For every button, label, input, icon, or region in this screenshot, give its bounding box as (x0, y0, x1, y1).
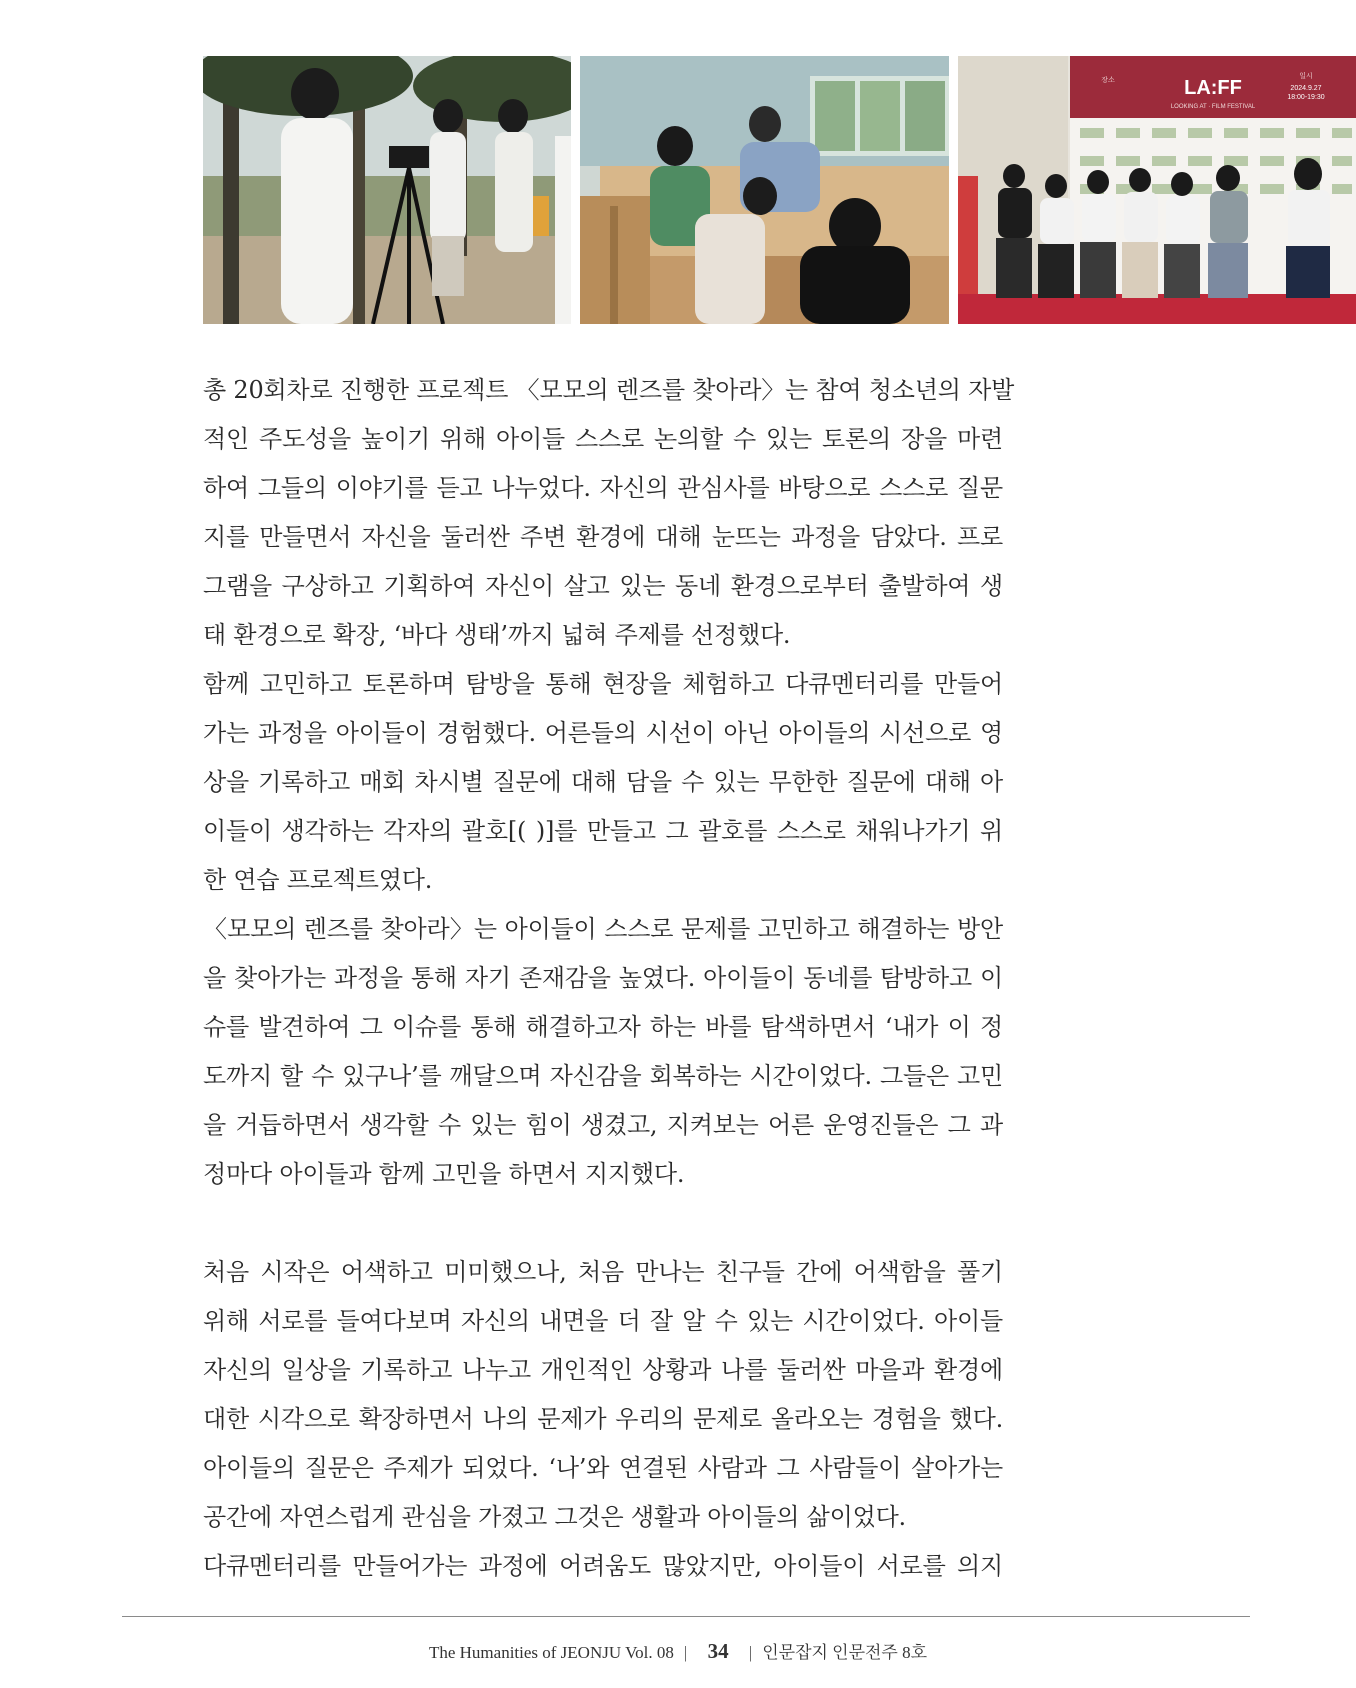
text-line: 가는 과정을 아이들이 경험했다. 어른들의 시선이 아닌 아이들의 시선으로 영 (203, 719, 1003, 747)
article-body (203, 366, 1015, 1591)
paragraph-4 (203, 1248, 1003, 1542)
festival-right-label: 일시 (1299, 72, 1313, 80)
paragraph-gap (203, 1199, 1003, 1248)
text-line: 도까지 할 수 있구나’를 깨달으며 자신감을 회복하는 시간이었다. 그들은 고민 (203, 1062, 1003, 1090)
text-line: 아이들의 질문은 주제가 되었다. ‘나’와 연결된 사람과 그 사람들이 살아가는 (203, 1454, 1003, 1482)
footer-rule (122, 1616, 1250, 1617)
text-line: 상을 기록하고 매회 차시별 질문에 대해 담을 수 있는 무한한 질문에 대해 아 (203, 768, 1003, 796)
festival-time: 18:00-19:30 (1287, 94, 1325, 101)
footer-separator: | (748, 1643, 753, 1662)
festival-left-label: 장소 (1101, 76, 1115, 84)
paragraph-3 (203, 905, 1003, 1199)
page-footer (0, 1638, 1356, 1664)
paragraph-2 (203, 660, 1003, 905)
footer-separator: | (683, 1643, 688, 1662)
festival-subtitle: LOOKING AT · FILM FESTIVAL (1170, 104, 1256, 110)
text-line: 슈를 발견하여 그 이슈를 통해 해결하고자 하는 바를 탐색하면서 ‘내가 이 정 (203, 1013, 1003, 1041)
text-line: 함께 고민하고 토론하며 탐방을 통해 현장을 체험하고 다큐멘터리를 만들어 (203, 670, 1003, 698)
text-line: 하여 그들의 이야기를 듣고 나누었다. 자신의 관심사를 바탕으로 스스로 질문 (203, 474, 1003, 502)
page-number: 34 (707, 1639, 729, 1663)
text-line: 적인 주도성을 높이기 위해 아이들 스스로 논의할 수 있는 토론의 장을 마련 (203, 425, 1003, 453)
photo-classroom-workshop (580, 56, 949, 324)
magazine-title-en: The Humanities of JEONJU (428, 1643, 622, 1662)
text-line: 한 연습 프로젝트였다. (203, 866, 433, 894)
volume-label: Vol. 08 (625, 1643, 674, 1662)
photo-strip (203, 56, 1356, 324)
photo-festival-stage (958, 56, 1356, 324)
text-line: 이들이 생각하는 각자의 괄호[( )]를 만들고 그 괄호를 스스로 채워나가기 위 (203, 817, 1003, 845)
paragraph-5 (203, 1542, 1003, 1591)
text-line: 지를 만들면서 자신을 둘러싼 주변 환경에 대해 눈뜨는 과정을 담았다. 프로 (203, 523, 1003, 551)
paragraph-1 (203, 366, 1015, 660)
festival-date: 2024.9.27 (1290, 85, 1322, 92)
text-line: 을 찾아가는 과정을 통해 자기 존재감을 높였다. 아이들이 동네를 탐방하고 이 (203, 964, 1003, 992)
text-line: 정마다 아이들과 함께 고민을 하면서 지지했다. (203, 1160, 685, 1188)
text-line: 〈모모의 렌즈를 찾아라〉는 아이들이 스스로 문제를 고민하고 해결하는 방안 (203, 915, 1003, 943)
text-line: 위해 서로를 들여다보며 자신의 내면을 더 잘 알 수 있는 시간이었다. 아이들 (203, 1307, 1003, 1335)
festival-logo: LA:FF (1184, 77, 1242, 99)
text-line: 그램을 구상하고 기획하여 자신이 살고 있는 동네 환경으로부터 출발하여 생 (203, 572, 1003, 600)
text-line: 다큐멘터리를 만들어가는 과정에 어려움도 많았지만, 아이들이 서로를 의지 (203, 1552, 1003, 1580)
magazine-title-ko: 인문잡지 인문전주 8호 (762, 1643, 928, 1662)
text-line: 자신의 일상을 기록하고 나누고 개인적인 상황과 나를 둘러싼 마을과 환경에 (203, 1356, 1003, 1384)
text-line: 을 거듭하면서 생각할 수 있는 힘이 생겼고, 지켜보는 어른 운영진들은 그 과 (203, 1111, 1003, 1139)
text-line: 대한 시각으로 확장하면서 나의 문제가 우리의 문제로 올라오는 경험을 했다. (203, 1405, 1003, 1433)
photo-outdoor-filming (203, 56, 571, 324)
text-line: 처음 시작은 어색하고 미미했으나, 처음 만나는 친구들 간에 어색함을 풀기 (203, 1258, 1003, 1286)
text-line: 공간에 자연스럽게 관심을 가졌고 그것은 생활과 아이들의 삶이었다. (203, 1503, 906, 1531)
text-line: 태 환경으로 확장, ‘바다 생태’까지 넓혀 주제를 선정했다. (203, 621, 791, 649)
text-line: 총 20회차로 진행한 프로젝트 〈모모의 렌즈를 찾아라〉는 참여 청소년의 자발 (203, 376, 1015, 404)
